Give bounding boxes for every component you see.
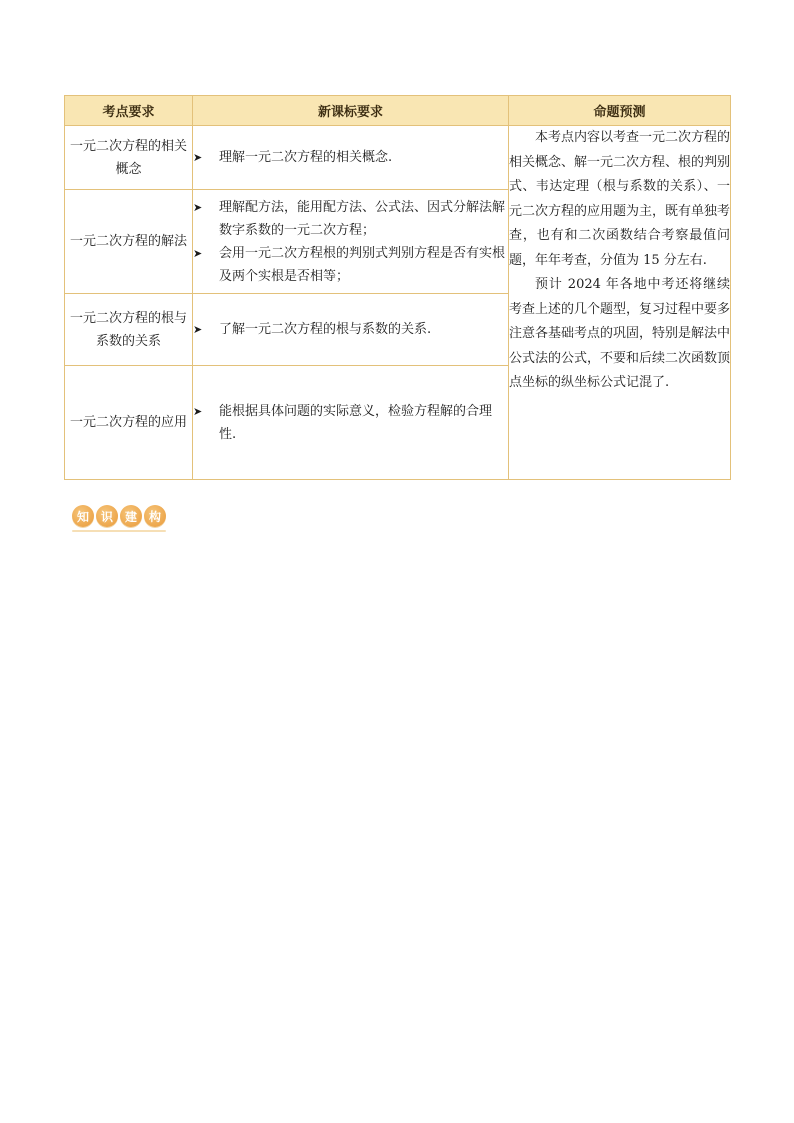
standard-cell — [193, 366, 509, 480]
standard-cell — [193, 126, 509, 190]
section-badge-knowledge-structure — [72, 505, 166, 527]
arrow-bullet-icon: ➤ — [193, 246, 203, 260]
list-item — [193, 242, 508, 288]
table-header-row — [65, 96, 731, 126]
prediction-paragraph-2: 预计 2024 年各地中考还将继续考查上述的几个题型，复习过程中要多注意各基础考点的巩固，特别是解法中公式法的公式，不要和后续二次函数顶点坐标的纵坐标公式记混了. — [509, 277, 731, 390]
bullet-text: 能根据具体问题的实际意义，检验方程解的合理性. — [219, 403, 493, 442]
bullet-text: 理解配方法，能用配方法、公式法、因式分解法解数字系数的一元二次方程； — [219, 199, 506, 238]
topic-cell: 一元二次方程的相关概念 — [65, 126, 193, 190]
standard-cell — [193, 190, 509, 294]
requirements-table — [64, 95, 731, 480]
arrow-bullet-icon: ➤ — [193, 323, 203, 336]
badge-char: 构 — [144, 505, 166, 527]
header-curriculum: 新课标要求 — [193, 96, 509, 126]
table-row — [65, 126, 731, 190]
arrow-bullet-icon: ➤ — [193, 404, 203, 418]
prediction-cell — [509, 126, 731, 480]
bullet-text: 会用一元二次方程根的判别式判别方程是否有实根及两个实根是否相等； — [219, 245, 506, 284]
topic-cell: 一元二次方程的应用 — [65, 366, 193, 480]
badge-char: 识 — [96, 505, 118, 527]
topic-cell: 一元二次方程的根与系数的关系 — [65, 294, 193, 366]
arrow-bullet-icon: ➤ — [193, 200, 203, 214]
list-item — [193, 196, 508, 242]
badge-char: 知 — [72, 505, 94, 527]
prediction-paragraph-1: 本考点内容以考查一元二次方程的相关概念、解一元二次方程、根的判别式、韦达定理（根与系数的关系）、一元二次方程的应用题为主，既有单独考查，也有和二次函数结合考察最值问题，年年考查，分值为 15 分左右. — [509, 130, 731, 268]
bullet-text: 了解一元二次方程的根与系数的关系. — [219, 322, 432, 337]
list-item — [193, 400, 508, 446]
arrow-bullet-icon: ➤ — [193, 151, 203, 164]
badge-char: 建 — [120, 505, 142, 527]
standard-cell — [193, 294, 509, 366]
list-item — [193, 146, 508, 169]
header-exam-points: 考点要求 — [65, 96, 193, 126]
bullet-text: 理解一元二次方程的相关概念. — [219, 150, 393, 165]
badge-underline — [72, 530, 166, 532]
topic-cell: 一元二次方程的解法 — [65, 190, 193, 294]
header-prediction: 命题预测 — [509, 96, 731, 126]
list-item — [193, 318, 508, 341]
